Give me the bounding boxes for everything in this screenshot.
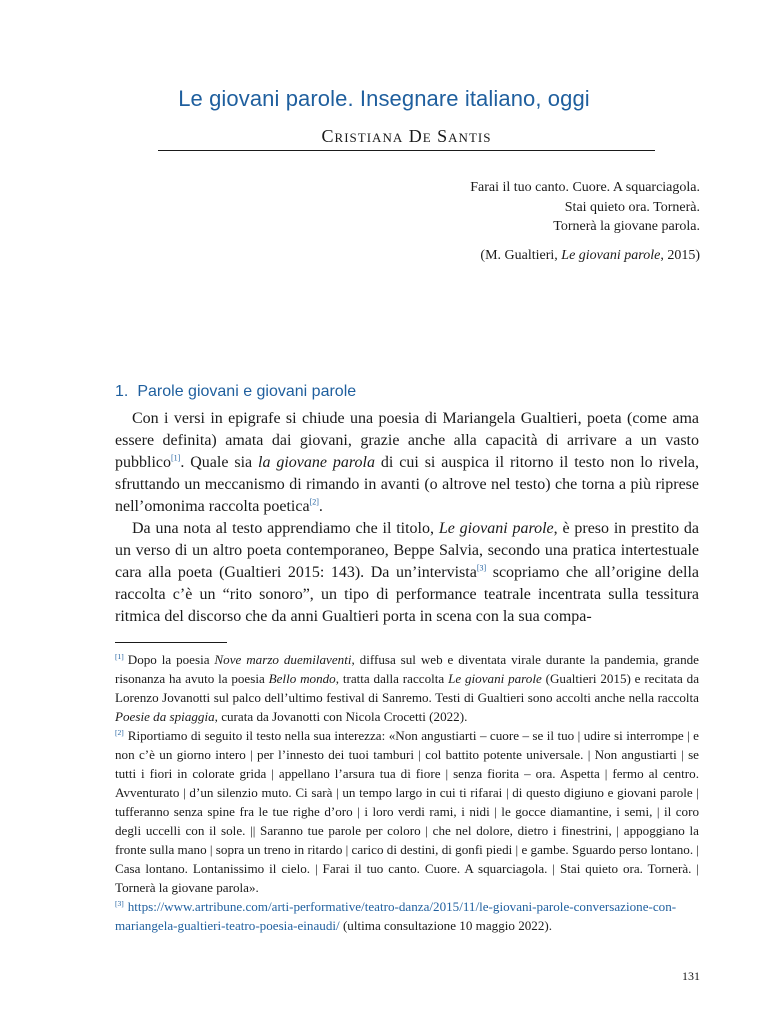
epigraph-line: Tornerà la giovane parola. [553,219,700,234]
paragraph: Da una nota al testo apprendiamo che il titolo, Le giovani parole, è preso in prestito da un verso di un altro poeta contemporaneo, Beppe Salvia, secondo una pratica intertestuale cara alla poeta (Gualtieri 2015: 143). Da un’intervista[3] scopriamo che all’origine della raccolta c’è un “rito sonoro”, un tipo di performance teatrale incentrata sulla tessitura ritmica del discorso che da anni Gualtieri porta in scena con la sua compa- [115,520,700,625]
footnote-link[interactable]: https://www.artribune.com/arti-performative/teatro-danza/2015/11/le-giovani-parole-conversazione-con-mariangela-gualtieri-teatro-poesia-einaudi/ [115,899,677,933]
chapter-title: Le giovani parole. Insegnare italiano, oggi [178,86,590,111]
footnote-marker: [1] [115,651,124,661]
section-title: Parole giovani e giovani parole [137,383,357,400]
footnote-ref-3[interactable]: [3] [476,563,487,573]
title-divider [158,150,655,151]
body-text [115,408,699,628]
epigraph [470,178,700,265]
epigraph-line: Stai quieto ora. Tornerà. [564,199,700,215]
footnote-ref-1[interactable]: [1] [171,453,181,463]
footnote-marker: [2] [115,727,124,737]
author-name: Cristiana De Santis [321,126,492,146]
footnote-3: [3] https://www.artribune.com/arti-performative/teatro-danza/2015/11/le-giovani-parole-conversazione-con-mariangela-gualtieri-teatro-poesia-einaudi/ (ultima consultazione 10 maggio 2022). [115,898,677,933]
footnote-divider [115,642,227,643]
paragraph: Con i versi in epigrafe si chiude una poesia di Mariangela Gualtieri, poeta (come ama essere definita) amata dai giovani, grazie anche alla capacità di arrivare a un vasto pubblico[1]. Quale sia la giovane parola di cui si auspica il ritorno il testo non lo rivela, sfruttando un meccanismo di rimando in avanti (o altrove nel testo) che torna a più riprese nell’omonima raccolta poetica[2]. [115,410,699,515]
footnote-1: [1] Dopo la poesia Nove marzo duemilaventi, diffusa sul web e diventata virale durante la pandemia, grande risonanza ha avuto la poesia Bello mondo, tratta dalla raccolta Le giovani parole (Gualtieri 2015) e recitata da Lorenzo Jovanotti sul palco dell’ultimo festival di Sanremo. Testi di Gualtieri sono accolti anche nella raccolta Poesie da spiaggia, curata da Jovanotti con Nicola Crocetti (2022). [115,651,700,724]
footnote-ref-2[interactable]: [2] [309,497,319,507]
epigraph-line: Farai il tuo canto. Cuore. A squarciagola. [470,180,700,195]
page-number: 131 [682,969,700,983]
footnote-2: [2] Riportiamo di seguito il testo nella sua interezza: «Non angustiarti – cuore – se il tuo | udire si interrompe | e non c’è un giorno intero | per l’innesto dei tuoi tamburi | col battito potente universale. | Non angustiarti | se tutti i fiori in colorate grida | appellano l’arsura tua di fiore | senza fiorita – ora. Aspetta | fermo al centro. Avventurato | d’un silenzio muto. Ci sarà | un tempo largo in cui ti rifarai | di questo digiuno e giovani parole | tufferanno senza spine fra le tue righe d’oro | i loro verdi rami, i nidi | le gocce diamantine, i semi, | il coro degli uccelli con il sole. || Saranno tue parole per coloro | che nel dolore, dietro i finestrini, | appoggiano la fronte sulla mano | sopra un treno in ritardo | carico di destini, di gonfi piedi | e gambe. Sguardo perso lontano. | Casa lontano. Lontanissimo il cielo. | Farai il tuo canto. Cuore. A squarciagola. | Stai quieto ora. Tornerà. | Tornerà la giovane parola». [115,727,699,895]
section-number: 1. [115,383,129,400]
footnotes [115,650,699,935]
footnote-marker: [3] [115,898,124,908]
section-heading [115,383,356,401]
epigraph-source: (M. Gualtieri, Le giovani parole, 2015) [480,247,700,263]
